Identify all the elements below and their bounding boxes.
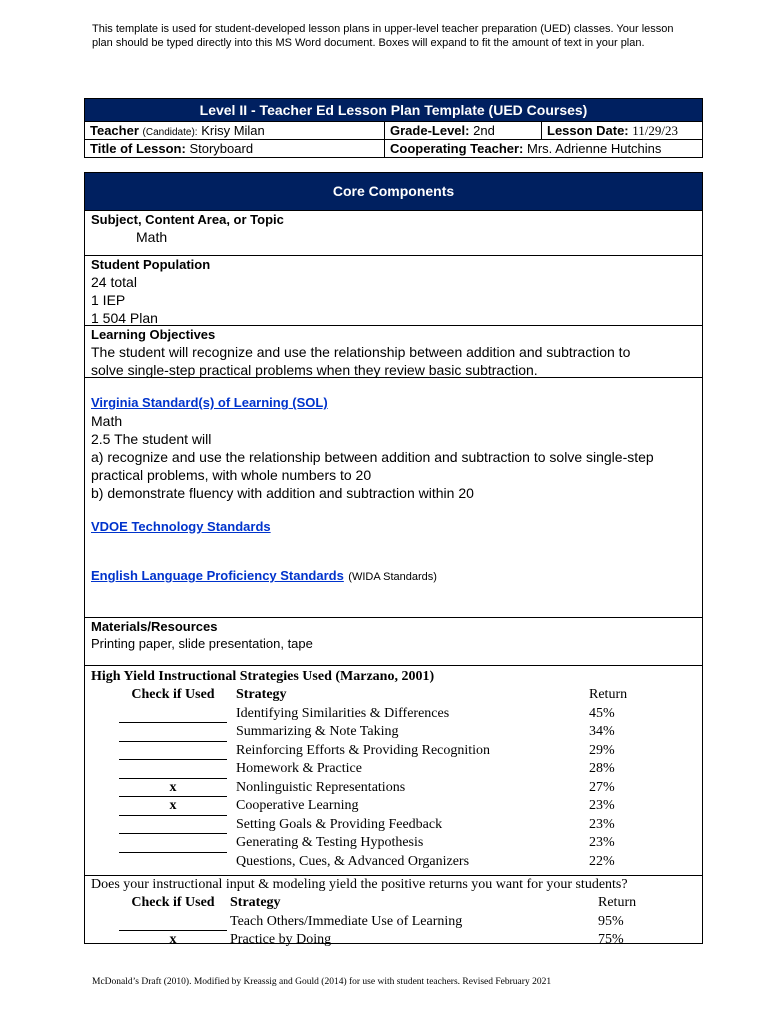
teacher-sub-label: (Candidate): bbox=[142, 127, 198, 138]
coop-teacher-value: Mrs. Adrienne Hutchins bbox=[527, 141, 662, 156]
header-table-title: Level II - Teacher Ed Lesson Plan Template (UED Courses) bbox=[85, 99, 702, 122]
return-column-header: Return bbox=[589, 687, 628, 702]
strategy-row bbox=[91, 742, 696, 761]
population-line: 1 IEP bbox=[91, 292, 126, 308]
population-label: Student Population bbox=[91, 257, 211, 272]
strategy-row bbox=[91, 816, 696, 835]
strategy-row bbox=[91, 853, 696, 872]
strategy-checkbox[interactable] bbox=[119, 705, 227, 724]
header-row-2 bbox=[85, 140, 702, 157]
elp-link[interactable]: English Language Proficiency Standards bbox=[91, 568, 344, 583]
strategy-checkbox[interactable] bbox=[119, 816, 227, 835]
core-components-title: Core Components bbox=[85, 173, 702, 211]
strategy-name: Reinforcing Efforts & Providing Recognition bbox=[236, 742, 491, 758]
header-table bbox=[84, 98, 703, 158]
return-row bbox=[91, 931, 696, 950]
objectives-label: Learning Objectives bbox=[91, 327, 216, 342]
return-checkbox[interactable] bbox=[119, 913, 227, 932]
strategy-name: Cooperative Learning bbox=[236, 798, 359, 813]
elp-note: (WIDA Standards) bbox=[348, 571, 437, 583]
strategy-return: 34% bbox=[589, 724, 615, 739]
strategy-checkbox[interactable] bbox=[119, 760, 227, 779]
coop-teacher-cell bbox=[385, 140, 702, 157]
coop-teacher-label: Cooperating Teacher: bbox=[390, 141, 524, 156]
subject-label: Subject, Content Area, or Topic bbox=[91, 212, 284, 227]
sol-line: b) demonstrate fluency with addition and subtraction within 20 bbox=[91, 485, 474, 501]
return-strategy-name: Teach Others/Immediate Use of Learning bbox=[230, 913, 463, 929]
date-cell bbox=[542, 122, 702, 139]
returns-section bbox=[85, 876, 702, 945]
subject-value: Math bbox=[136, 229, 168, 245]
lesson-title-label: Title of Lesson: bbox=[90, 141, 186, 156]
intro-line-2: plan should be typed directly into this MS Word document. Boxes will expand to fit the amount of text in your plan. bbox=[92, 37, 645, 49]
strategy-row bbox=[91, 705, 696, 724]
objectives-line: The student will recognize and use the relationship between addition and subtraction to bbox=[91, 344, 631, 360]
header-row-1 bbox=[85, 122, 702, 140]
strategy-checkbox[interactable] bbox=[119, 723, 227, 742]
return-strategy-name: Practice by Doing bbox=[230, 932, 332, 947]
materials-label: Materials/Resources bbox=[91, 619, 218, 634]
strategies-header-row bbox=[91, 686, 696, 705]
population-line: 1 504 Plan bbox=[91, 310, 158, 326]
strategy-checkbox[interactable] bbox=[119, 853, 227, 872]
teacher-cell bbox=[85, 122, 385, 139]
strategy-checkbox[interactable]: x bbox=[119, 797, 227, 816]
footer-text: McDonald’s Draft (2010). Modified by Kreassig and Gould (2014) for use with student teachers. Revised February 2021 bbox=[92, 977, 552, 987]
strategy-return: 27% bbox=[589, 779, 615, 795]
strategy-column-header: Strategy bbox=[236, 687, 287, 702]
strategy-checkbox[interactable]: x bbox=[119, 779, 227, 798]
return-row bbox=[91, 913, 696, 932]
intro-text bbox=[92, 22, 702, 50]
strategy-name: Setting Goals & Providing Feedback bbox=[236, 816, 443, 832]
standards-section bbox=[85, 378, 702, 618]
population-line: 24 total bbox=[91, 274, 137, 290]
sol-line: a) recognize and use the relationship between addition and subtraction to solve single-step bbox=[91, 449, 654, 465]
date-label: Lesson Date: bbox=[547, 123, 629, 138]
materials-value: Printing paper, slide presentation, tape bbox=[91, 636, 313, 651]
strategy-checkbox[interactable] bbox=[119, 742, 227, 761]
strategy-row bbox=[91, 723, 696, 742]
strategy-name: Homework & Practice bbox=[236, 761, 362, 776]
strategy-row bbox=[91, 779, 696, 798]
population-section bbox=[85, 256, 702, 326]
lesson-title-cell bbox=[85, 140, 385, 157]
grade-cell bbox=[385, 122, 542, 139]
return-checkbox[interactable]: x bbox=[169, 932, 177, 947]
intro-line-1: This template is used for student-developed lesson plans in upper-level teacher preparation (UED) classes. Your lesson bbox=[92, 23, 674, 35]
grade-value: 2nd bbox=[473, 123, 495, 138]
strategy-row bbox=[91, 760, 696, 779]
strategy-row bbox=[91, 797, 696, 816]
sol-link[interactable]: Virginia Standard(s) of Learning (SOL) bbox=[91, 395, 328, 410]
strategy-name: Generating & Testing Hypothesis bbox=[236, 835, 424, 850]
strategy-return: 22% bbox=[589, 853, 615, 869]
teacher-value: Krisy Milan bbox=[201, 123, 265, 138]
strategy-column-header: Strategy bbox=[230, 895, 281, 910]
return-column-header: Return bbox=[598, 895, 637, 910]
strategy-return: 23% bbox=[589, 816, 615, 832]
return-value: 95% bbox=[598, 913, 624, 929]
strategy-name: Summarizing & Note Taking bbox=[236, 724, 399, 739]
strategy-name: Nonlinguistic Representations bbox=[236, 779, 406, 795]
check-column-header: Check if Used bbox=[131, 895, 215, 910]
lesson-title-value: Storyboard bbox=[189, 141, 254, 156]
materials-section bbox=[85, 618, 702, 666]
sol-line: practical problems, with whole numbers to 20 bbox=[91, 467, 372, 483]
strategy-row bbox=[91, 834, 696, 853]
strategy-return: 29% bbox=[589, 742, 615, 758]
grade-label: Grade-Level: bbox=[390, 123, 470, 138]
strategies-title: High Yield Instructional Strategies Used (Marzano, 2001) bbox=[91, 669, 435, 684]
strategy-return: 23% bbox=[589, 835, 615, 850]
subject-section bbox=[85, 211, 702, 256]
returns-question: Does your instructional input & modeling yield the positive returns you want for your students? bbox=[91, 877, 628, 892]
sol-line: 2.5 The student will bbox=[91, 431, 212, 447]
strategies-section bbox=[85, 666, 702, 876]
strategy-return: 45% bbox=[589, 705, 615, 721]
date-value: 11/29/23 bbox=[632, 123, 679, 138]
core-components-table bbox=[84, 172, 703, 947]
teacher-label: Teacher bbox=[90, 123, 139, 138]
objectives-line: solve single-step practical problems when they review basic subtraction. bbox=[91, 362, 538, 378]
returns-header-row bbox=[91, 894, 696, 913]
strategy-return: 28% bbox=[589, 761, 615, 776]
objectives-section bbox=[85, 326, 702, 378]
strategy-return: 23% bbox=[589, 798, 615, 813]
sol-line: Math bbox=[91, 413, 123, 429]
check-column-header: Check if Used bbox=[131, 687, 215, 702]
strategy-name: Questions, Cues, & Advanced Organizers bbox=[236, 853, 470, 869]
return-value: 75% bbox=[598, 932, 624, 947]
vdoe-link[interactable]: VDOE Technology Standards bbox=[91, 519, 271, 534]
strategy-checkbox[interactable] bbox=[119, 834, 227, 853]
strategy-name: Identifying Similarities & Differences bbox=[236, 705, 450, 721]
